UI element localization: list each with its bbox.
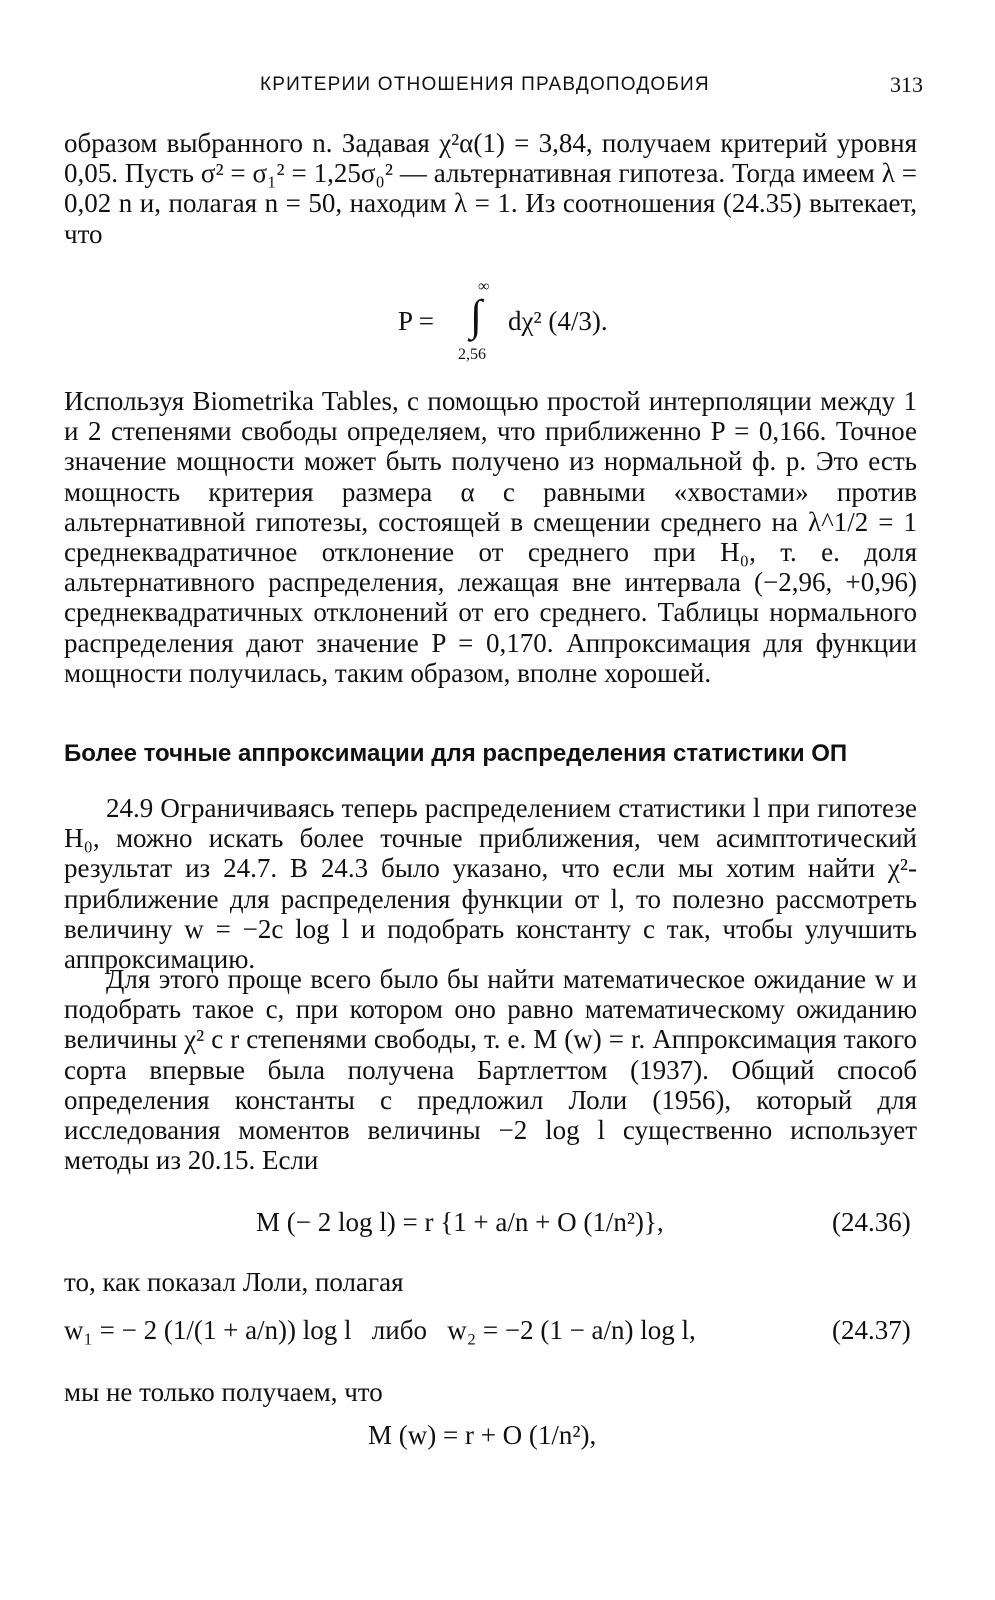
equation-final: M (w) = r + O (1/n²), <box>368 1420 597 1450</box>
integral-lhs: P = <box>398 306 434 336</box>
paragraph-6: мы не только получаем, что <box>64 1377 383 1407</box>
equation-24-36: M (− 2 log l) = r {1 + a/n + O (1/n²)}, <box>256 1207 664 1237</box>
paragraph-5: то, как показал Лоли, полагая <box>64 1267 404 1297</box>
integral-upper-limit: ∞ <box>478 278 490 295</box>
equation-number-24-37: (24.37) <box>832 1315 911 1345</box>
paragraph-4: Для этого проще всего было бы найти математическое ожидание w и подобрать такое c, при котором оно равно математическому ожиданию величины χ² с r степенями свободы, т. е. M (w) = r. Аппроксимация такого сорта впервые была получена Бартлеттом (1937). Общий способ определения константы c предложил Лоли (1956), который для исследования моментов величины −2 log l существенно использует методы из 20.15. Если <box>64 964 917 1176</box>
paragraph-3: 24.9 Ограничиваясь теперь распределением статистики l при гипотезе H₀, можно искать более точные приближения, чем асимптотический результат из 24.7. В 24.3 было указано, что если мы хотим найти χ²-приближение для распределения функции от l, то полезно рассмотреть величину w = −2c log l и подобрать константу c так, чтобы улучшить аппроксимацию. <box>64 793 917 975</box>
equation-number-24-36: (24.36) <box>832 1207 911 1237</box>
integral-lower-limit: 2,56 <box>458 346 486 363</box>
paragraph-2: Используя Biometrika Tables, с помощью простой интерполяции между 1 и 2 степенями свободы определяем, что приближенно P = 0,166. Точное значение мощности может быть получено из нормальной ф. р. Это есть мощность критерия размера α с равными «хвостами» против альтернативной гипотезы, состоящей в смещении среднего на λ^1/2 = 1 среднеквадратичное отклонение от среднего при H₀, т. е. доля альтернативного распределения, лежащая вне интервала (−2,96, +0,96) среднеквадратичных отклонений от его среднего. Таблицы нормального распределения дают значение P = 0,170. Аппроксимация для функции мощности получилась, таким образом, вполне хорошей. <box>64 386 917 688</box>
page-number: 313 <box>890 72 923 97</box>
paragraph-1: образом выбранного n. Задавая χ²α(1) = 3,84, получаем критерий уровня 0,05. Пусть σ² = σ₁² = 1,25σ₀² — альтернативная гипотеза. Тогда имеем λ = 0,02 n и, полагая n = 50, находим λ = 1. Из соотношения (24.35) вытекает, что <box>64 128 917 249</box>
equation-24-37 <box>64 1315 696 1346</box>
running-title: КРИТЕРИИ ОТНОШЕНИЯ ПРАВДОПОДОБИЯ <box>260 74 710 95</box>
section-heading: Более точные аппроксимации для распределения статистики ОП <box>64 740 848 767</box>
integral-sign-icon: ∫ <box>470 291 483 340</box>
equation-24-37-text: w₁ = − 2 (1/(1 + a/n)) log l либо w₂ = −2 (1 − a/n) log l, <box>64 1315 696 1345</box>
integral-integrand: dχ² (4/3). <box>508 306 608 336</box>
